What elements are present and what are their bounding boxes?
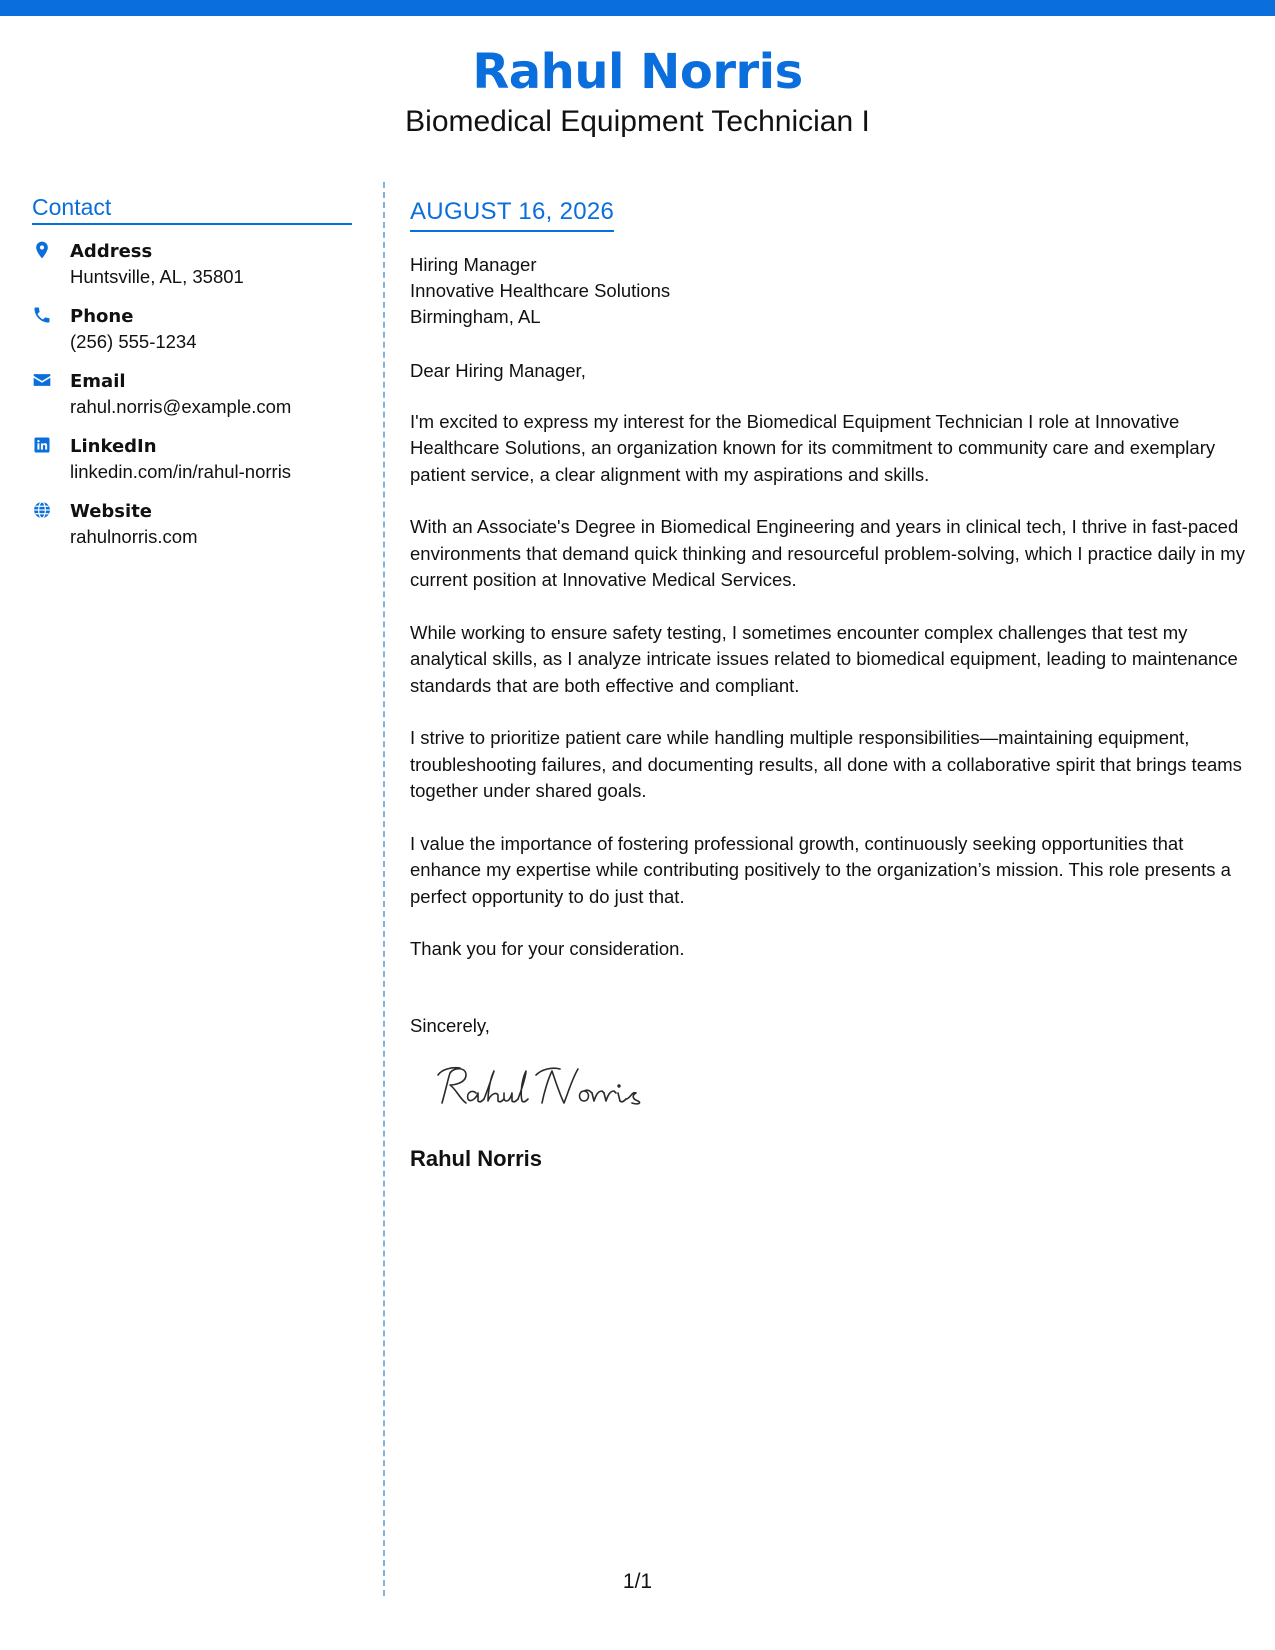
contact-value[interactable]: rahul.norris@example.com xyxy=(70,396,292,417)
recipient-line: Innovative Healthcare Solutions xyxy=(410,280,671,301)
globe-icon xyxy=(32,499,70,520)
page-header xyxy=(0,42,1275,142)
recipient-line: Hiring Manager xyxy=(410,254,537,275)
signer-name: Rahul Norris xyxy=(410,1145,543,1171)
closing: Sincerely, xyxy=(410,1014,490,1036)
contact-label: Email xyxy=(70,371,126,392)
letter-paragraph: I value the importance of fostering professional growth, continuously seeking opportunities that enhance my expertise while contributing positively to the organization’s mission. This role presents a perfect opportunity to do just that. xyxy=(410,832,1231,907)
contact-item-phone xyxy=(32,304,352,354)
applicant-name: Rahul Norris xyxy=(472,44,803,100)
contact-sidebar xyxy=(32,194,352,564)
contact-value[interactable]: rahulnorris.com xyxy=(70,526,198,547)
contact-item-address xyxy=(32,239,352,289)
recipient-block xyxy=(410,252,1258,330)
column-divider xyxy=(383,182,385,1596)
handwritten-signature xyxy=(432,1059,1258,1120)
location-pin-icon xyxy=(32,239,70,260)
contact-item-email xyxy=(32,369,352,419)
contact-value[interactable]: linkedin.com/in/rahul-norris xyxy=(70,461,292,482)
contact-item-website xyxy=(32,499,352,549)
phone-icon xyxy=(32,304,70,325)
linkedin-icon xyxy=(32,434,70,455)
contact-value: Huntsville, AL, 35801 xyxy=(70,266,244,287)
recipient-line: Birmingham, AL xyxy=(410,306,541,327)
letter-paragraph: While working to ensure safety testing, I sometimes encounter complex challenges that test my analytical skills, as I analyze intricate issues related to biomedical equipment, leading to maintenance standards that are both effective and compliant. xyxy=(410,621,1238,696)
letter-body xyxy=(410,198,1258,1172)
contact-value: (256) 555-1234 xyxy=(70,331,197,352)
salutation: Dear Hiring Manager, xyxy=(410,360,586,381)
letter-content xyxy=(410,358,1258,963)
page-number: 1/1 xyxy=(622,1570,653,1593)
letter-date: AUGUST 16, 2026 xyxy=(410,198,614,232)
job-title: Biomedical Equipment Technician I xyxy=(405,105,870,138)
contact-heading: Contact xyxy=(32,194,352,225)
contact-label: LinkedIn xyxy=(70,436,157,457)
contact-label: Address xyxy=(70,241,153,262)
contact-item-linkedin xyxy=(32,434,352,484)
envelope-icon xyxy=(32,369,70,390)
letter-paragraph: With an Associate's Degree in Biomedical Engineering and years in clinical tech, I thrive in fast-paced environments that demand quick thinking and resourceful problem-solving, which I practice daily in my current position at Innovative Medical Services. xyxy=(410,516,1245,590)
letter-paragraph: Thank you for your consideration. xyxy=(410,938,685,959)
letter-paragraph: I'm excited to express my interest for the Biomedical Equipment Technician I role at Innovative Healthcare Solutions, an organization known for its commitment to community care and exemplary patient service, a clear alignment with my aspirations and skills. xyxy=(410,410,1216,485)
top-accent-bar xyxy=(0,0,1275,16)
contact-label: Website xyxy=(70,501,153,522)
letter-paragraph: I strive to prioritize patient care while handling multiple responsibilities—maintaining equipment, troubleshooting failures, and documenting results, all done with a collaborative spirit that brings teams together under shared goals. xyxy=(410,727,1242,801)
contact-label: Phone xyxy=(70,306,134,327)
